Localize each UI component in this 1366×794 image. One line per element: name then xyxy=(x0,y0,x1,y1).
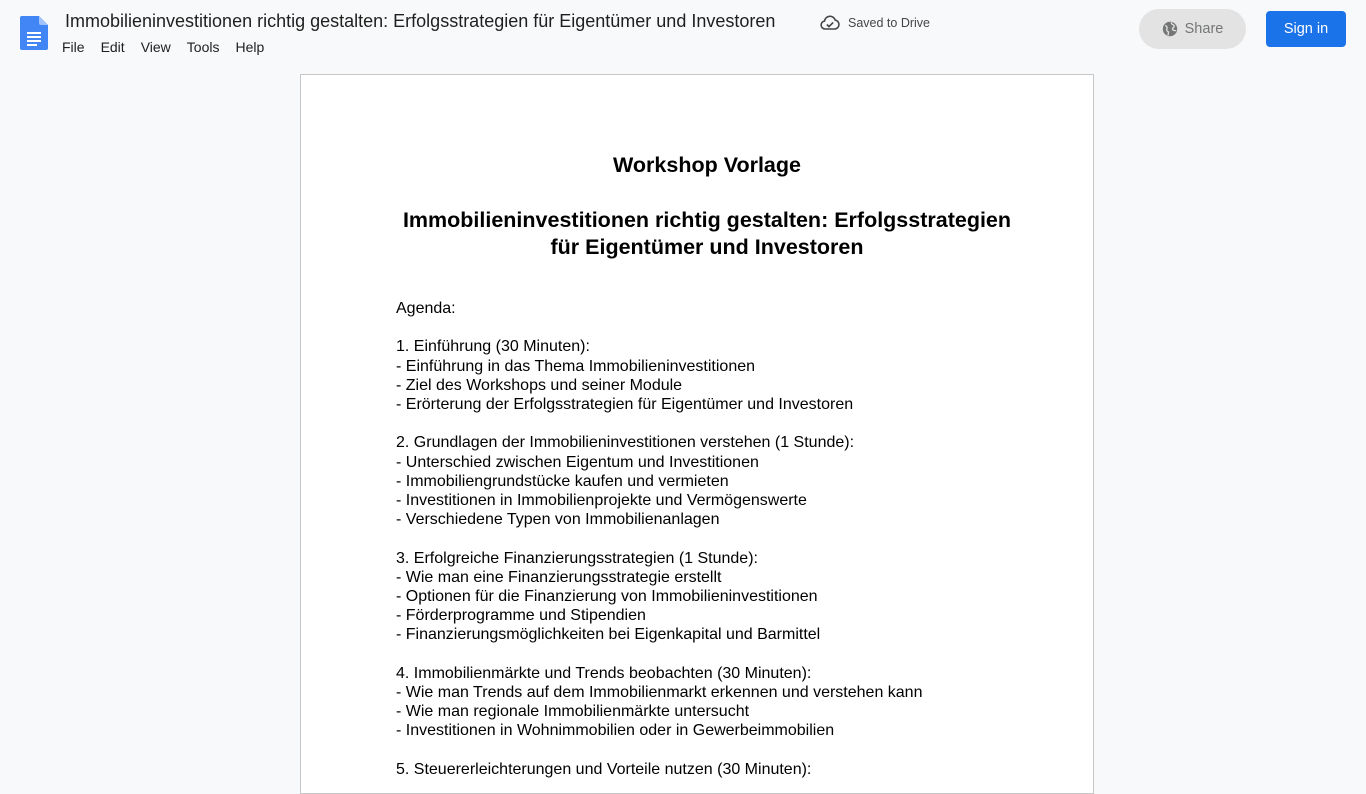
menu-edit[interactable]: Edit xyxy=(100,39,125,55)
cloud-done-icon xyxy=(820,15,840,31)
section-heading: 4. Immobilienmärkte und Trends beobachten (30 Minuten): xyxy=(396,664,812,682)
list-item: - Wie man eine Finanzierungsstrategie erstellt xyxy=(396,568,722,586)
title-line-2: für Eigentümer und Investoren xyxy=(550,235,864,259)
agenda-label: Agenda: xyxy=(396,300,456,317)
list-item: - Verschiedene Typen von Immobilienanlagen xyxy=(396,511,720,529)
agenda-section-3 xyxy=(396,549,1018,645)
list-item: - Wie man regionale Immobilienmärkte untersucht xyxy=(396,703,750,721)
list-item: - Ziel des Workshops und seiner Module xyxy=(396,376,683,394)
menu-help[interactable]: Help xyxy=(235,39,265,55)
agenda-section-5 xyxy=(396,760,1018,779)
section-heading: 5. Steuererleichterungen und Vorteile nutzen (30 Minuten): xyxy=(396,760,812,778)
title-line-1: Immobilieninvestitionen richtig gestalten: Erfolgsstrategien xyxy=(402,208,1012,232)
menu-tools[interactable]: Tools xyxy=(186,39,220,55)
menu-view[interactable]: View xyxy=(140,39,171,55)
document-title-heading xyxy=(396,207,1018,261)
list-item: - Investitionen in Immobilienprojekte und Vermögenswerte xyxy=(396,492,807,509)
list-item: - Optionen für die Finanzierung von Immobilieninvestitionen xyxy=(396,588,818,605)
agenda-section-2 xyxy=(396,433,1018,529)
document-body xyxy=(396,151,1018,779)
agenda-section-1 xyxy=(396,337,1018,414)
list-item: - Finanzierungsmöglichkeiten bei Eigenkapital und Barmittel xyxy=(396,626,821,644)
document-title[interactable]: Immobilieninvestitionen richtig gestalten: Erfolgsstrategien für Eigentümer und Investoren xyxy=(65,11,776,31)
menu-file[interactable]: File xyxy=(62,39,85,55)
list-item: - Wie man Trends auf dem Immobilienmarkt erkennen und verstehen kann xyxy=(396,684,923,701)
sign-in-button[interactable]: Sign in xyxy=(1266,11,1346,47)
list-item: - Unterschied zwischen Eigentum und Investitionen xyxy=(396,453,759,471)
docs-icon[interactable] xyxy=(20,16,48,50)
save-status-label: Saved to Drive xyxy=(848,16,930,30)
share-button[interactable] xyxy=(1139,9,1246,49)
agenda-section-4 xyxy=(396,664,1018,741)
list-item: - Erörterung der Erfolgsstrategien für Eigentümer und Investoren xyxy=(396,396,854,413)
document-page[interactable] xyxy=(300,74,1094,794)
menu-bar xyxy=(54,37,272,57)
list-item: - Förderprogramme und Stipendien xyxy=(396,607,646,625)
list-item: - Investitionen in Wohnimmobilien oder in Gewerbeimmobilien xyxy=(396,722,835,740)
share-label: Share xyxy=(1184,21,1224,37)
list-item: - Immobiliengrundstücke kaufen und vermieten xyxy=(396,472,729,490)
top-bar xyxy=(0,0,1366,64)
section-heading: 3. Erfolgreiche Finanzierungsstrategien (1 Stunde): xyxy=(396,549,758,567)
save-status[interactable] xyxy=(820,13,930,33)
section-heading: 2. Grundlagen der Immobilieninvestitionen verstehen (1 Stunde): xyxy=(396,434,855,452)
document-heading: Workshop Vorlage xyxy=(613,153,801,177)
section-heading: 1. Einführung (30 Minuten): xyxy=(396,338,590,356)
globe-icon xyxy=(1162,21,1178,37)
list-item: - Einführung in das Thema Immobilieninvestitionen xyxy=(396,357,756,375)
